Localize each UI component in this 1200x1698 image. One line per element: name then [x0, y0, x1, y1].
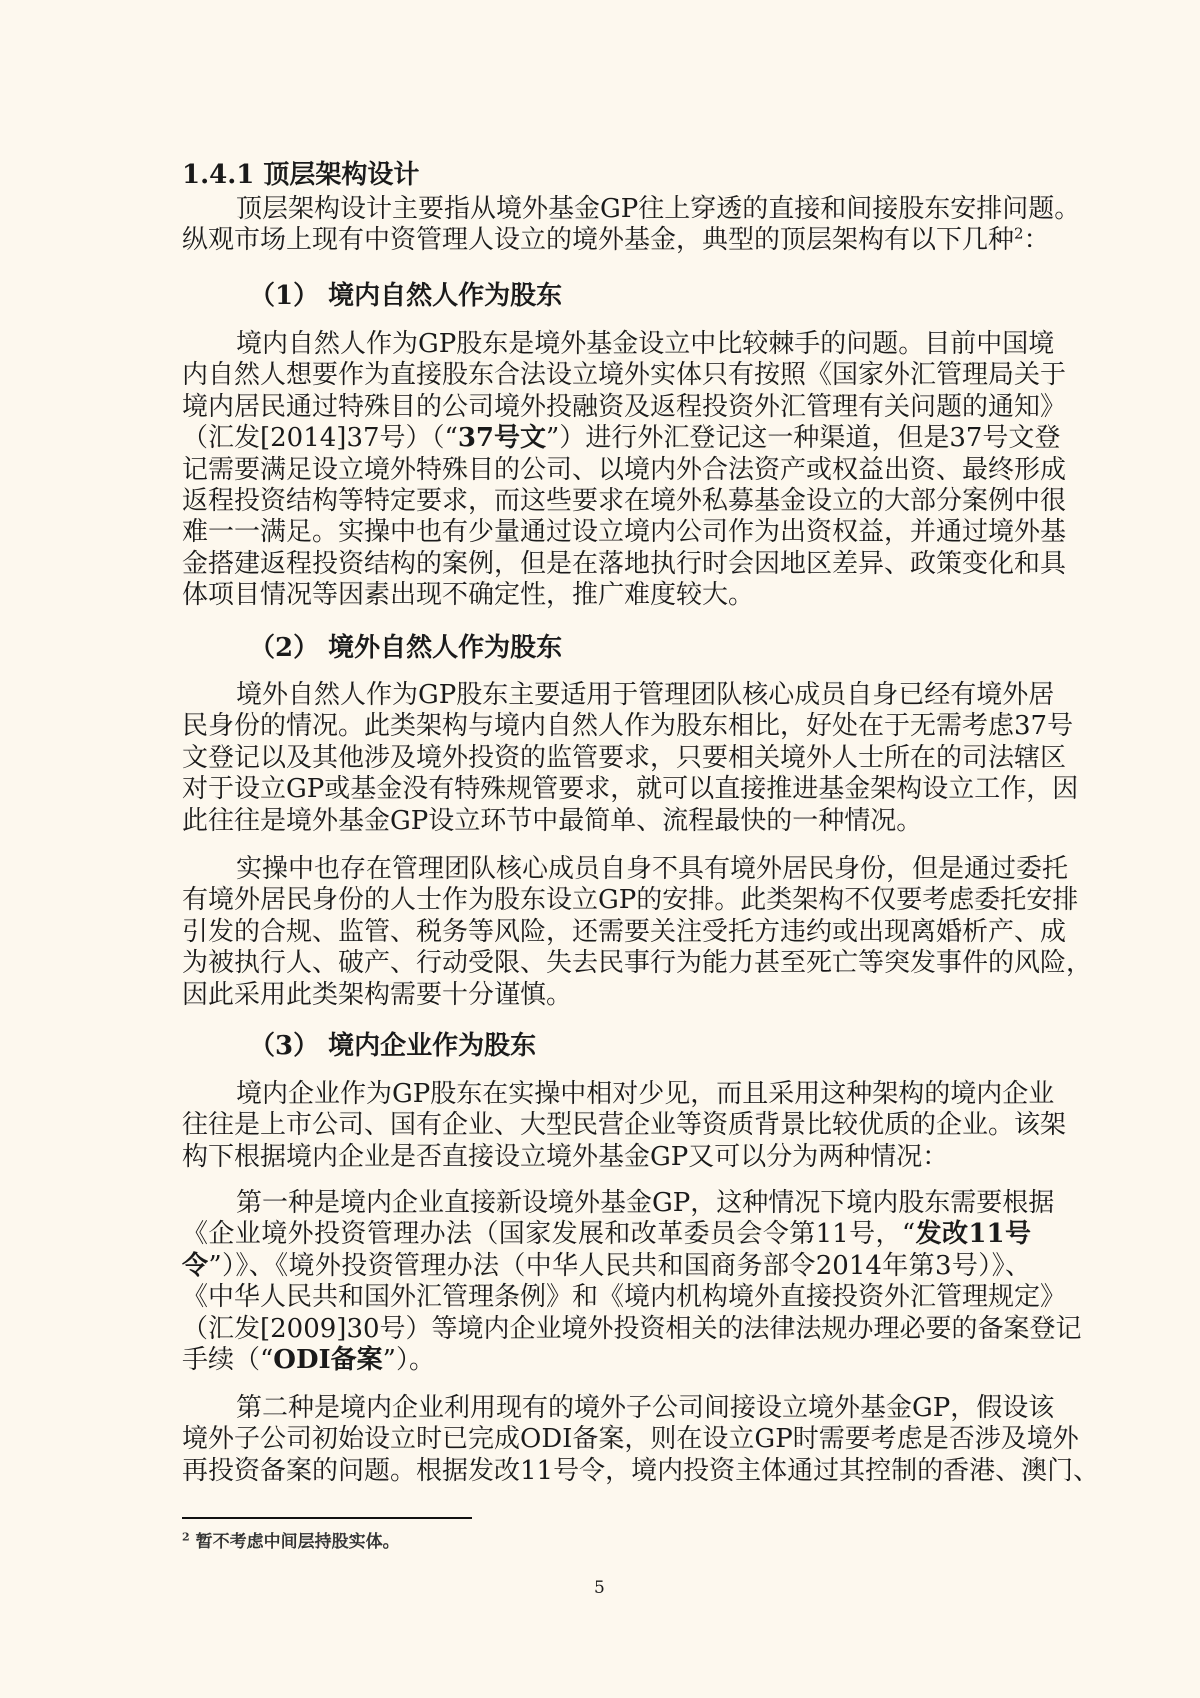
text-run: ”）。	[382, 1345, 435, 1375]
text-run: 境外自然人作为GP股东主要适用于管理团队核心成员自身已经有境外居	[236, 680, 1055, 710]
paragraph-line	[182, 979, 1031, 1011]
text-run: 因此采用此类架构需要十分谨慎。	[182, 979, 573, 1010]
paragraph-line	[236, 679, 1055, 711]
text-run: 境外子公司初始设立时已完成ODI备案，则在设立GP时需要考虑是否涉及境外	[182, 1424, 1079, 1455]
text-run: ”）》、《境外投资管理办法（中华人民共和国商务部令2014年第3号）》、	[208, 1250, 1031, 1281]
paragraph-line	[182, 579, 1031, 611]
paragraph-line	[182, 916, 1067, 948]
subsection-heading	[249, 280, 949, 312]
footnote-text: 暂不考虑中间层持股实体。	[195, 1532, 400, 1552]
paragraph-line	[182, 947, 1093, 979]
text-run: 有境外居民身份的人士作为股东设立GP的安排。此类架构不仅要考虑委托安排	[182, 885, 1079, 916]
text-run: ”）进行外汇登记这一种渠道，但是37号文登	[546, 423, 1061, 454]
paragraph-line	[182, 1218, 1031, 1250]
paragraph-line	[182, 224, 1050, 256]
section-heading	[182, 159, 1031, 191]
paragraph-line	[182, 1250, 1031, 1282]
text-run: （1） 境内自然人作为股东	[249, 281, 563, 311]
paragraph-line	[236, 1078, 1055, 1110]
footnote-reference: 2	[1014, 224, 1024, 243]
bold-term: 发改11号	[915, 1219, 1031, 1250]
paragraph-line	[182, 1423, 1079, 1455]
text-run: 难一一满足。实操中也有少量通过设立境内公司作为出资权益，并通过境外基	[182, 517, 1067, 548]
text-run: 境内居民通过特殊目的公司境外投融资及返程投资外汇管理有关问题的通知》	[182, 391, 1067, 422]
text-run: （2） 境外自然人作为股东	[249, 633, 563, 663]
paragraph-line	[182, 422, 1061, 454]
paragraph-line	[182, 1455, 1100, 1487]
text-run: 《中华人民共和国外汇管理条例》和《境内机构境外直接投资外汇管理规定》	[182, 1282, 1067, 1313]
text-run: 境内企业作为GP股东在实操中相对少见，而且采用这种架构的境内企业	[236, 1079, 1055, 1109]
footnote	[182, 1530, 400, 1554]
paragraph-line	[236, 1187, 1055, 1219]
paragraph-line	[236, 328, 1055, 360]
text-run: （汇发[2009]30号）等境内企业境外投资相关的法律法规办理必要的备案登记	[182, 1313, 1082, 1344]
text-run: 此往往是境外基金GP设立环节中最简单、流程最快的一种情况。	[182, 805, 923, 836]
text-run: ：	[1023, 225, 1050, 256]
subsection-heading	[249, 632, 949, 664]
footnote-separator	[182, 1517, 472, 1519]
text-run: 《企业境外投资管理办法（国家发展和改革委员会令第11号，“	[182, 1219, 916, 1250]
text-run: 对于设立GP或基金没有特殊规管要求，就可以直接推进基金架构设立工作，因	[182, 774, 1079, 805]
paragraph-line	[182, 1141, 1031, 1173]
text-run: 文登记以及其他涉及境外投资的监管要求，只要相关境外人士所在的司法辖区	[182, 742, 1067, 773]
text-run: 构下根据境内企业是否直接设立境外基金GP又可以分为两种情况：	[182, 1141, 949, 1172]
text-run: 第一种是境内企业直接新设境外基金GP，这种情况下境内股东需要根据	[236, 1188, 1055, 1218]
text-run: 境内自然人作为GP股东是境外基金设立中比较棘手的问题。目前中国境	[236, 329, 1055, 359]
paragraph-line	[182, 742, 1067, 774]
paragraph-line	[182, 548, 1067, 580]
paragraph-line	[182, 391, 1067, 423]
text-run: 顶层架构设计主要指从境外基金GP往上穿透的直接和间接股东安排问题。	[236, 194, 1081, 224]
text-run: 手续（“	[182, 1345, 274, 1375]
text-run: 返程投资结构等特定要求，而这些要求在境外私募基金设立的大部分案例中很	[182, 486, 1067, 516]
text-run: 记需要满足设立境外特殊目的公司、以境内外合法资产或权益出资、最终形成	[182, 454, 1067, 485]
text-run: 金搭建返程投资结构的案例，但是在落地执行时会因地区差异、政策变化和具	[182, 548, 1067, 579]
paragraph-line	[182, 1344, 1031, 1376]
paragraph-line	[182, 516, 1067, 548]
paragraph-line	[182, 1313, 1082, 1345]
text-run: （3） 境内企业作为股东	[249, 1031, 537, 1061]
paragraph-line	[182, 773, 1079, 805]
text-run: 纵观市场上现有中资管理人设立的境外基金，典型的顶层架构有以下几种	[182, 225, 1015, 256]
paragraph-line	[236, 1392, 1055, 1424]
page-number: 5	[594, 1578, 605, 1598]
text-run: （汇发[2014]37号）（“	[182, 423, 458, 454]
paragraph-line	[236, 853, 1069, 885]
paragraph-line	[182, 884, 1079, 916]
text-run: 为被执行人、破产、行动受限、失去民事行为能力甚至死亡等突发事件的风险，	[182, 948, 1093, 979]
text-run: 第二种是境内企业利用现有的境外子公司间接设立境外基金GP，假设该	[236, 1393, 1055, 1423]
paragraph-line	[182, 710, 1074, 742]
text-run: 体项目情况等因素出现不确定性，推广难度较大。	[182, 580, 755, 611]
text-run: 1.4.1 顶层架构设计	[182, 160, 420, 190]
paragraph-line	[182, 805, 1031, 837]
paragraph-line	[236, 193, 1081, 225]
paragraph-line	[182, 359, 1067, 391]
bold-term: 37号文	[457, 423, 547, 454]
subsection-heading	[249, 1030, 949, 1062]
text-run: 往往是上市公司、国有企业、大型民营企业等资质背景比较优质的企业。该架	[182, 1110, 1067, 1141]
text-run: 引发的合规、监管、税务等风险，还需要关注受托方违约或出现离婚析产、成	[182, 916, 1067, 947]
text-run: 实操中也存在管理团队核心成员自身不具有境外居民身份，但是通过委托	[236, 854, 1069, 884]
paragraph-line	[182, 454, 1067, 486]
paragraph-line	[182, 1281, 1067, 1313]
paragraph-line	[182, 1109, 1067, 1141]
bold-term: ODI备案	[273, 1345, 383, 1375]
text-run: 内自然人想要作为直接股东合法设立境外实体只有按照《国家外汇管理局关于	[182, 360, 1067, 391]
paragraph-line	[182, 485, 1067, 517]
bold-term: 令	[182, 1250, 209, 1281]
text-run: 再投资备案的问题。根据发改11号令，境内投资主体通过其控制的香港、澳门、	[182, 1455, 1100, 1486]
text-run: 民身份的情况。此类架构与境内自然人作为股东相比，好处在于无需考虑37号	[182, 711, 1074, 742]
footnote-mark: 2	[182, 1530, 190, 1544]
